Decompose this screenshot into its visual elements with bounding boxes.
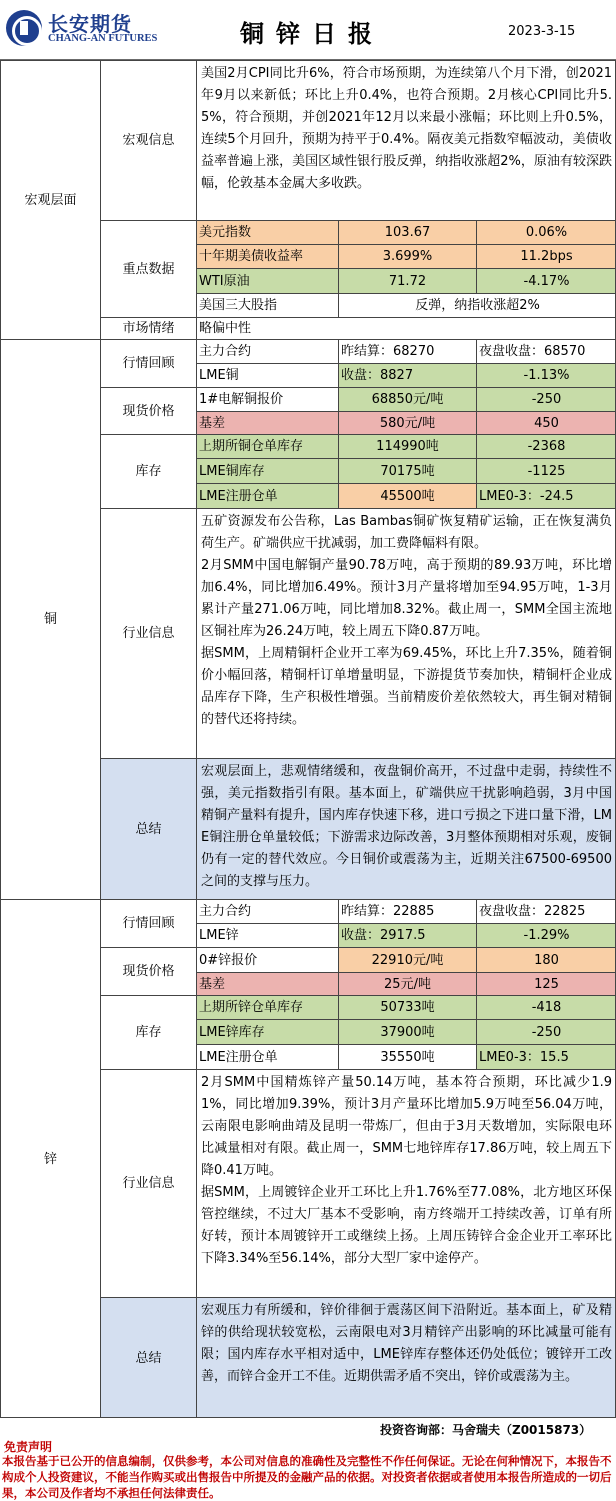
- copper-spot-name: 1#电解铜报价: [196, 387, 338, 411]
- copper-stock-change: LME0-3：-24.5: [476, 483, 616, 508]
- zinc-review-label: 行情回顾: [100, 899, 196, 947]
- copper-industry-text: 五矿资源发布公告称，Las Bambas铜矿恢复精矿运输，正在恢复满负荷生产。矿端供应干扰减弱，加工费降幅料有限。 2月SMM中国电解铜产量90.78万吨，高于预期的89.93万吨，环比增加6.4%，同比增加6.49%。预计3月产量将增加至94.95万吨，1-3月累计产量271.06万吨，同比增加8.32%。截止周一，SMM全国主流地区铜社库为26.24万吨，较上周五下降0.87万吨。 据SMM，上周精铜杆企业开工率为69.45%，环比上升7.35%，随着铜价小幅回落，精铜杆订单增量明显，下游提货节奏加快，精铜杆企业成品库存下降，生产积极性增强。当前精废价差依然较大，再生铜对精铜的替代还将持续。: [196, 508, 616, 758]
- copper-basis-change: 450: [476, 411, 616, 434]
- key-data-change: 0.06%: [476, 220, 616, 244]
- zinc-stock-name: LME锌库存: [196, 1019, 338, 1044]
- zinc-stock-value: 35550吨: [338, 1044, 476, 1069]
- key-data-label: 重点数据: [100, 220, 196, 317]
- copper-spot-change: -250: [476, 387, 616, 411]
- zinc-lme-close: 收盘：2917.5: [338, 923, 476, 947]
- copper-stock-value: 114990吨: [338, 434, 476, 458]
- copper-stock-name: LME注册仓单: [196, 483, 338, 508]
- disclaimer-text: 本报告基于已公开的信息编制，仅供参考，本公司对信息的准确性及完整性不作任何保证。无论在何种情况下，本报告不构成个人投资建议，不能当作购买或出售报告中所提及的金融产品的依据。对投资者依据或者使用本报告所造成的一切后果，本公司及作者均不承担任何法律责任。: [2, 1454, 612, 1500]
- zinc-summary-label: 总结: [100, 1297, 196, 1418]
- copper-spot-price: 68850元/吨: [338, 387, 476, 411]
- copper-review-label: 行情回顾: [100, 339, 196, 387]
- copper-main-contract: 主力合约: [196, 339, 338, 363]
- copper-stock-label: 库存: [100, 434, 196, 508]
- zinc-spot-name: 0#锌报价: [196, 947, 338, 972]
- section-copper: 铜: [0, 339, 100, 899]
- zinc-stock-label: 库存: [100, 995, 196, 1069]
- key-data-name: 美国三大股指: [196, 293, 338, 317]
- report-date: 2023-3-15: [508, 24, 576, 39]
- copper-stock-value: 70175吨: [338, 458, 476, 483]
- key-data-change: -4.17%: [476, 268, 616, 293]
- consultant-credit: 投资咨询部：马舍瑞夫（Z0015873）: [380, 1423, 592, 1437]
- copper-lme-name: LME铜: [196, 363, 338, 387]
- logo-emblem-icon: [6, 10, 42, 46]
- copper-summary-text: 宏观层面上，悲观情绪缓和，夜盘铜价高开，不过盘中走弱，持续性不强，美元指数指引有限。基本面上，矿端供应干扰影响趋弱，3月中国精铜产量料有提升，国内库存快速下移，进口亏损之下进口量下滑，LME铜注册仓单量较低；下游需求边际改善，3月整体预期相对乐观，废铜仍有一定的替代效应。今日铜价或震荡为主，近期关注67500-69500之间的支撑与压力。: [196, 758, 616, 899]
- zinc-industry-label: 行业信息: [100, 1069, 196, 1297]
- zinc-main-contract: 主力合约: [196, 899, 338, 923]
- copper-prev-settle: 昨结算：68270: [338, 339, 476, 363]
- logo-chinese-name: 长安期货: [48, 12, 132, 36]
- key-data-name: WTI原油: [196, 268, 338, 293]
- section-macro: 宏观层面: [0, 60, 100, 339]
- copper-basis-value: 580元/吨: [338, 411, 476, 434]
- copper-lme-change: -1.13%: [476, 363, 616, 387]
- report-header: [0, 0, 616, 60]
- copper-night-close: 夜盘收盘：68570: [476, 339, 616, 363]
- key-data-value: 3.699%: [338, 244, 476, 268]
- company-logo: [4, 6, 158, 50]
- copper-stock-value: 45500吨: [338, 483, 476, 508]
- key-data-name: 美元指数: [196, 220, 338, 244]
- copper-stock-change: -2368: [476, 434, 616, 458]
- key-data-value: 反弹，纳指收涨超2%: [338, 293, 616, 317]
- zinc-basis-value: 25元/吨: [338, 972, 476, 995]
- sentiment-value: 略偏中性: [196, 317, 616, 339]
- macro-info-label: 宏观信息: [100, 60, 196, 220]
- copper-basis-name: 基差: [196, 411, 338, 434]
- zinc-stock-value: 50733吨: [338, 995, 476, 1019]
- copper-stock-change: -1125: [476, 458, 616, 483]
- copper-summary-label: 总结: [100, 758, 196, 899]
- zinc-stock-change: LME0-3：15.5: [476, 1044, 616, 1069]
- section-zinc: 锌: [0, 899, 100, 1418]
- key-data-name: 十年期美债收益率: [196, 244, 338, 268]
- zinc-stock-name: 上期所锌仓单库存: [196, 995, 338, 1019]
- copper-spot-label: 现货价格: [100, 387, 196, 434]
- key-data-value: 103.67: [338, 220, 476, 244]
- zinc-spot-change: 180: [476, 947, 616, 972]
- copper-industry-label: 行业信息: [100, 508, 196, 758]
- disclaimer-title: 免责声明: [4, 1440, 53, 1454]
- zinc-stock-change: -418: [476, 995, 616, 1019]
- zinc-prev-settle: 昨结算：22885: [338, 899, 476, 923]
- zinc-spot-price: 22910元/吨: [338, 947, 476, 972]
- copper-stock-name: LME铜库存: [196, 458, 338, 483]
- page-title: 铜锌日报: [240, 20, 384, 48]
- zinc-stock-name: LME注册仓单: [196, 1044, 338, 1069]
- zinc-night-close: 夜盘收盘：22825: [476, 899, 616, 923]
- zinc-basis-change: 125: [476, 972, 616, 995]
- macro-info-text: 美国2月CPI同比升6%，符合市场预期，为连续第八个月下滑，创2021年9月以来新低；环比上升0.4%，也符合预期。2月核心CPI同比升5.5%，符合预期，并创2021年12月以来最小涨幅；环比则上升0.5%，连续5个月回升，预期为持平于0.4%。隔夜美元指数窄幅波动，美债收益率普遍上涨，美国区域性银行股反弹，纳指收涨超2%，原油有较深跌幅，伦敦基本金属大多收跌。: [196, 60, 616, 220]
- copper-stock-name: 上期所铜仓单库存: [196, 434, 338, 458]
- zinc-stock-value: 37900吨: [338, 1019, 476, 1044]
- zinc-industry-text: 2月SMM中国精炼锌产量50.14万吨，基本符合预期，环比减少1.91%，同比增加9.39%，预计3月产量环比增加5.9万吨至56.04万吨，云南限电影响曲靖及昆明一带炼厂，但由于3月天数增加，实际限电环比减量相对有限。截止周一，SMM七地锌库存17.86万吨，较上周五下降0.41万吨。 据SMM，上周镀锌企业开工环比上升1.76%至77.08%，北方地区环保管控继续，不过大厂基本不受影响，南方终端开工持续改善，订单有所好转，预计本周镀锌开工或继续上扬。上周压铸锌合金企业开工率环比下降3.34%至56.14%，部分大型厂家中途停产。: [196, 1069, 616, 1297]
- zinc-spot-label: 现货价格: [100, 947, 196, 995]
- zinc-basis-name: 基差: [196, 972, 338, 995]
- zinc-stock-change: -250: [476, 1019, 616, 1044]
- zinc-lme-name: LME锌: [196, 923, 338, 947]
- zinc-lme-change: -1.29%: [476, 923, 616, 947]
- key-data-value: 71.72: [338, 268, 476, 293]
- sentiment-label: 市场情绪: [100, 317, 196, 339]
- key-data-change: 11.2bps: [476, 244, 616, 268]
- logo-english-name: CHANG-AN FUTURES: [48, 33, 158, 44]
- zinc-summary-text: 宏观压力有所缓和，锌价徘徊于震荡区间下沿附近。基本面上，矿及精锌的供给现状较宽松，云南限电对3月精锌产出影响的环比减量可能有限；国内库存水平相对适中，LME锌库存整体还仍处低位；镀锌开工改善，而锌合金开工不佳。近期供需矛盾不突出，锌价或震荡为主。: [196, 1297, 616, 1418]
- copper-lme-close: 收盘：8827: [338, 363, 476, 387]
